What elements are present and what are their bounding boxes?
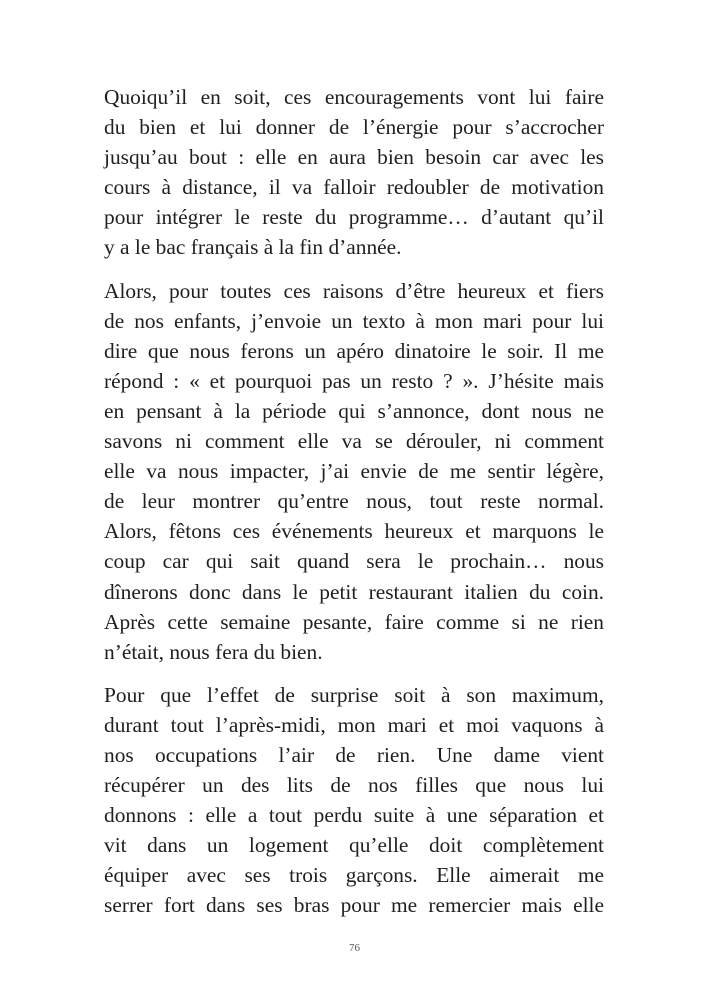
text-line: en pensant à la période qui s’annonce, dont nous ne xyxy=(104,398,604,423)
text-line: répond : « et pourquoi pas un resto ? ». J’hésite mais xyxy=(104,368,604,393)
text-line: durant tout l’après-midi, mon mari et moi vaquons à xyxy=(104,712,604,737)
text-line: pour intégrer le reste du programme… d’autant qu’il xyxy=(104,205,604,230)
text-line: coup car qui sait quand sera le prochain… nous xyxy=(104,549,604,574)
paragraph-3 xyxy=(104,680,604,921)
text-line: savons ni comment elle va se dérouler, ni comment xyxy=(104,429,604,454)
text-line: cours à distance, il va falloir redoubler de motivation xyxy=(104,175,604,200)
text-line: jusqu’au bout : elle en aura bien besoin car avec les xyxy=(104,145,604,170)
text-line: Quoiqu’il en soit, ces encouragements vont lui faire xyxy=(104,85,604,109)
text-line: vit dans un logement qu’elle doit complètement xyxy=(104,833,604,858)
body-text xyxy=(104,82,604,934)
text-line: n’était, nous fera du bien. xyxy=(104,639,323,664)
text-line: y a le bac français à la fin d’année. xyxy=(104,235,402,260)
text-line: elle va nous impacter, j’ai envie de me sentir légère, xyxy=(104,459,604,484)
text-line: de leur montrer qu’entre nous, tout reste normal. xyxy=(104,489,604,514)
text-line: Pour que l’effet de surprise soit à son maximum, xyxy=(104,682,604,707)
text-line: Après cette semaine pesante, faire comme si ne rien xyxy=(104,609,604,634)
text-line: serrer fort dans ses bras pour me remercier mais elle xyxy=(104,893,604,918)
text-line: donnons : elle a tout perdu suite à une séparation et xyxy=(104,803,604,828)
text-line: nos occupations l’air de rien. Une dame vient xyxy=(104,742,604,767)
page-number: 76 xyxy=(349,942,360,954)
paragraph-2 xyxy=(104,276,604,667)
text-line: du bien et lui donner de l’énergie pour s’accrocher xyxy=(104,115,604,140)
text-line: récupérer un des lits de nos filles que nous lui xyxy=(104,773,604,798)
text-line: équiper avec ses trois garçons. Elle aimerait me xyxy=(104,863,604,888)
text-line: Alors, pour toutes ces raisons d’être heureux et fiers xyxy=(104,278,604,303)
text-line: dînerons donc dans le petit restaurant italien du coin. xyxy=(104,579,604,604)
paragraph-1 xyxy=(104,82,604,263)
text-line: dire que nous ferons un apéro dinatoire le soir. Il me xyxy=(104,338,604,363)
text-line: de nos enfants, j’envoie un texto à mon mari pour lui xyxy=(104,308,604,333)
text-line: Alors, fêtons ces événements heureux et marquons le xyxy=(104,519,604,544)
